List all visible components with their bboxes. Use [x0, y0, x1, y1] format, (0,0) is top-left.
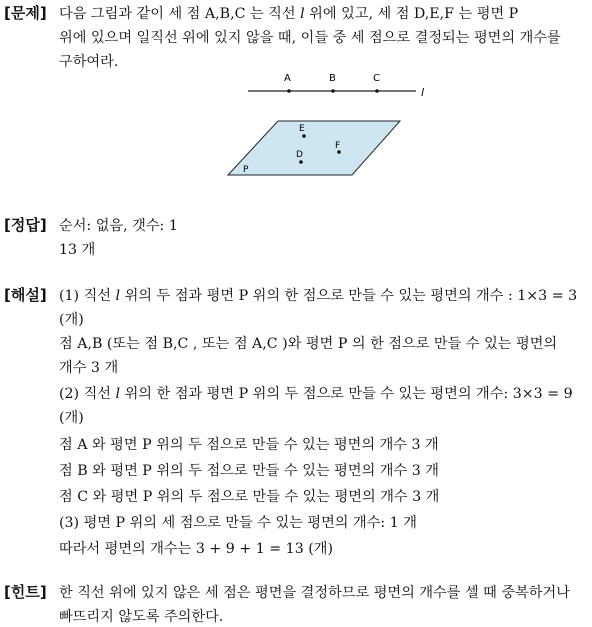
problem-tag: [문제] — [4, 4, 47, 22]
explanation-line-1: (1) 직선 l 위의 두 점과 평면 P 위의 한 점으로 만들 수 있는 평면의 개수 : 1×3 = 3 — [59, 288, 578, 304]
explanation-line-4: 개수 3 개 — [59, 360, 119, 376]
point-a-label: A — [284, 73, 291, 84]
point-f-label: F — [335, 141, 341, 151]
explanation-line-10: (3) 평면 P 위의 세 점으로 만들 수 있는 평면의 개수: 1 개 — [59, 515, 417, 531]
plane-p — [228, 121, 400, 175]
hint-tag: [힌트] — [4, 583, 47, 601]
problem-line-2: 위에 있으며 일직선 위에 있지 않을 때, 이들 중 세 점으로 결정되는 평면의 개수를 — [59, 30, 561, 46]
point-e-label: E — [299, 124, 305, 134]
explanation-line-6: (개) — [59, 410, 84, 426]
explanation-line-8: 점 B 와 평면 P 위의 두 점으로 만들 수 있는 평면의 개수 3 개 — [59, 463, 439, 479]
point-c-dot — [375, 89, 379, 93]
answer-tag: [정답] — [4, 216, 47, 234]
answer-line-2: 13 개 — [59, 242, 96, 258]
point-b-dot — [331, 89, 335, 93]
answer-line-1: 순서: 없음, 갯수: 1 — [59, 218, 178, 234]
explanation-tag: [해설] — [4, 286, 47, 304]
line-l-label: l — [421, 86, 425, 99]
explanation-line-5: (2) 직선 l 위의 한 점과 평면 P 위의 두 점으로 만들 수 있는 평면의 개수: 3×3 = 9 — [59, 386, 573, 402]
geometry-figure — [0, 0, 592, 200]
explanation-line-3: 점 A,B (또는 점 B,C , 또는 점 A,C )와 평면 P 의 한 점으로 만들 수 있는 평면의 — [59, 336, 558, 352]
point-b-label: B — [329, 73, 336, 84]
explanation-line-7: 점 A 와 평면 P 위의 두 점으로 만들 수 있는 평면의 개수 3 개 — [59, 437, 439, 453]
point-e-dot — [302, 134, 306, 138]
problem-line-1: 다음 그림과 같이 세 점 A,B,C 는 직선 l 위에 있고, 세 점 D,E,F 는 평면 P — [59, 6, 519, 22]
hint-line-2: 빠뜨리지 않도록 주의한다. — [59, 609, 224, 625]
plane-p-label: P — [243, 165, 249, 175]
problem-line-3: 구하여라. — [59, 54, 119, 70]
explanation-line-9: 점 C 와 평면 P 위의 두 점으로 만들 수 있는 평면의 개수 3 개 — [59, 489, 440, 505]
point-d-dot — [299, 160, 303, 164]
point-d-label: D — [296, 150, 303, 160]
explanation-line-11: 따라서 평면의 개수는 3 + 9 + 1 = 13 (개) — [59, 541, 334, 557]
point-c-label: C — [373, 73, 380, 84]
hint-line-1: 한 직선 위에 있지 않은 세 점은 평면을 결정하므로 평면의 개수를 셀 때 중복하거나 — [59, 585, 570, 601]
explanation-line-2: (개) — [59, 312, 84, 328]
point-a-dot — [287, 89, 291, 93]
